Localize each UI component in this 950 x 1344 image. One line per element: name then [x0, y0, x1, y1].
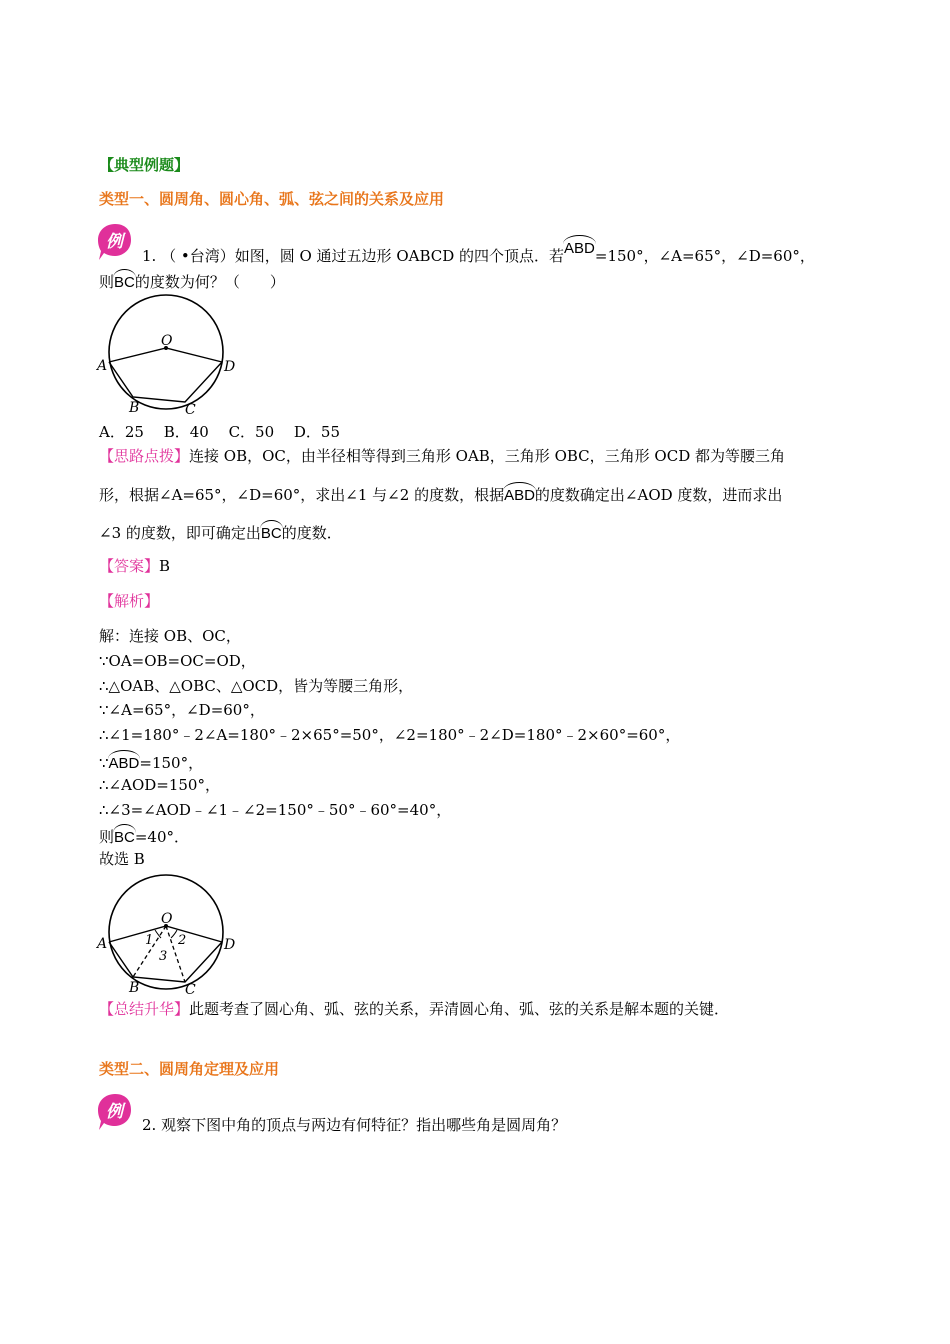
label-o: O — [161, 333, 173, 349]
solution-line: 解：连接 OB、OC， — [99, 627, 241, 645]
solution-line: 故选 B — [99, 850, 145, 868]
summary-line — [99, 999, 729, 1019]
question-source: （ •台湾） — [161, 247, 235, 265]
figure-2 — [95, 868, 245, 1002]
question-text: 的度数为何？（ ） — [134, 273, 285, 291]
question-text-cont: =150°，∠A=65°，∠D=60°， — [594, 247, 815, 265]
label-c: C — [185, 402, 196, 418]
question-2: 2. 观察下图中角的顶点与两边有何特征？指出哪些角是圆周角？ — [142, 1116, 567, 1134]
solution-line: ∴△OAB、△OBC、△OCD，皆为等腰三角形， — [99, 677, 414, 695]
example-badge-label: 例 — [106, 232, 123, 252]
hint-line-1 — [99, 446, 785, 466]
angle-1-label: 1 — [145, 933, 154, 948]
question-number: 1. — [142, 247, 157, 265]
label-b: B — [129, 400, 140, 416]
solution-line — [99, 824, 189, 848]
question-text: 则 — [99, 273, 115, 291]
type1-heading: 类型一、圆周角、圆心角、弧、弦之间的关系及应用 — [99, 190, 445, 208]
hint-text: 形，根据∠A=65°，∠D=60°，求出∠1 与∠2 的度数，根据 — [99, 486, 505, 504]
section-heading: 【典型例题】 — [99, 156, 190, 174]
summary-text: 此题考查了圆心角、弧、弦的关系，弄清圆心角、弧、弦的关系是解本题的关键． — [189, 1000, 730, 1018]
solution-line — [99, 750, 203, 774]
type2-heading: 类型二、圆周角定理及应用 — [99, 1060, 280, 1078]
analysis-label: 【解析】 — [99, 592, 160, 610]
solution-line: ∴∠3=∠AOD﹣∠1﹣∠2=150°﹣50°﹣60°=40°， — [99, 801, 452, 819]
label-d: D — [224, 937, 236, 953]
question-text: 如图，圆 O 通过五边形 OABCD 的四个顶点．若 — [234, 247, 565, 265]
summary-label: 【总结升华】 — [99, 1000, 190, 1018]
answer-line — [99, 556, 170, 576]
label-o: O — [161, 911, 173, 927]
hint-line-2 — [99, 482, 782, 506]
solution-text: ∵ — [99, 754, 109, 772]
angle-3-label: 3 — [159, 949, 168, 964]
solution-text: =150°， — [139, 754, 204, 772]
answer-options: A．25 B．40 C．50 D．55 — [99, 423, 341, 441]
figure-1 — [95, 288, 245, 422]
arc-abd: ABD — [109, 750, 140, 774]
hint-text: 的度数． — [281, 524, 342, 542]
example-badge-icon — [97, 222, 133, 266]
answer-label: 【答案】 — [99, 557, 160, 575]
solution-line: ∴∠1=180°﹣2∠A=180°﹣2×65°=50°，∠2=180°﹣2∠D=180°﹣2×60°=60°， — [99, 726, 681, 744]
arc-abd: ABD — [564, 235, 595, 259]
solution-text: =40°． — [134, 828, 190, 846]
label-c: C — [185, 982, 196, 998]
question-1-line-1 — [142, 240, 815, 267]
example-badge-label: 例 — [106, 1102, 123, 1122]
arc-bc: BC — [114, 824, 135, 848]
solution-text: 则 — [99, 828, 115, 846]
solution-line: ∵∠A=65°，∠D=60°， — [99, 701, 265, 719]
answer-value: B — [159, 557, 171, 575]
hint-line-3 — [99, 520, 342, 544]
label-d: D — [224, 359, 236, 375]
solution-line: ∵OA=OB=OC=OD， — [99, 652, 256, 670]
hint-text: 的度数确定出∠AOD 度数，进而求出 — [534, 486, 783, 504]
hint-text: ∠3 的度数，即可确定出 — [99, 524, 261, 542]
arc-bc: BC — [261, 520, 282, 544]
arc-bc: BC — [114, 269, 135, 293]
label-a: A — [97, 358, 108, 374]
hint-label: 【思路点拨】 — [99, 447, 190, 465]
example-badge-icon — [97, 1092, 133, 1136]
label-a: A — [97, 936, 108, 952]
arc-abd: ABD — [504, 482, 535, 506]
solution-line: ∴∠AOD=150°， — [99, 776, 220, 794]
angle-2-label: 2 — [178, 933, 187, 948]
hint-text: 连接 OB，OC，由半径相等得到三角形 OAB，三角形 OBC，三角形 OCD 都为等腰三角 — [189, 447, 785, 465]
label-b: B — [129, 980, 140, 996]
